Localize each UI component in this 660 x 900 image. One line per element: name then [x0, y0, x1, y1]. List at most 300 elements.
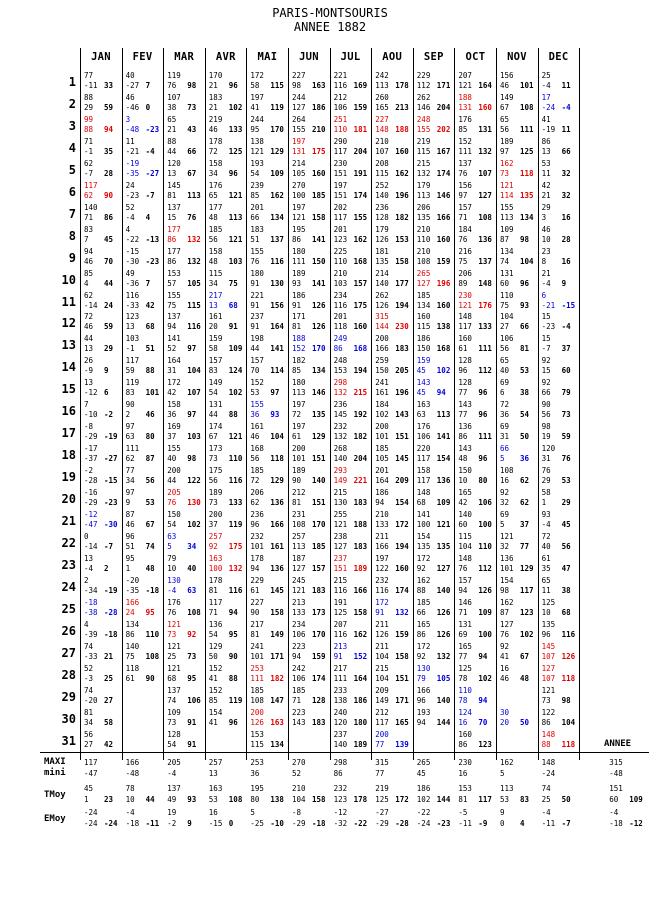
day-cell [82, 311, 124, 333]
mean-temp: 68 [228, 300, 238, 310]
max-temp: 115 [458, 531, 472, 541]
max-temp: 150 [167, 510, 181, 519]
mean-temp: 38 [520, 388, 530, 398]
max-temp: 140 [84, 202, 98, 212]
mean-temp: 205 [395, 366, 409, 376]
min-temp: 32 [500, 498, 510, 508]
mean-temp: 75 [228, 278, 238, 288]
mean-temp: -23 [104, 498, 118, 508]
day-cell [373, 707, 415, 729]
max-temp: 175 [208, 466, 223, 476]
day-cell [332, 180, 374, 202]
day-cell [373, 114, 415, 136]
mean-temp: 104 [520, 256, 534, 266]
mean-temp: 152 [353, 651, 368, 661]
mean-temp: 73 [187, 102, 197, 112]
mean-min: 125 172 [375, 795, 409, 804]
min-temp: 126 [375, 234, 389, 244]
day-cell [82, 443, 124, 465]
day-cell [248, 597, 290, 619]
max-temp: 137 [167, 685, 181, 695]
month-header-mai: MAI [257, 51, 278, 63]
min-temp: 10 [541, 607, 551, 617]
max-temp: 90 [541, 400, 551, 410]
min-temp: 113 [416, 190, 431, 200]
day-cell [124, 619, 166, 641]
day-cell [498, 597, 540, 619]
day-cell [332, 92, 374, 114]
min-temp: 15 [541, 366, 551, 376]
min-temp: 96 [458, 366, 468, 376]
min-temp: 94 [375, 498, 385, 508]
max-temp: 197 [292, 400, 306, 410]
extreme-mean: -24 [104, 819, 118, 828]
mean-temp: 170 [312, 629, 326, 639]
min-temp: 103 [333, 278, 348, 288]
max-temp: 241 [250, 641, 264, 651]
max-temp: 237 [333, 729, 348, 739]
mean-temp: 127 [478, 190, 492, 200]
max-temp: 16 [500, 663, 510, 673]
max-temp: -2 [84, 466, 94, 476]
mean-temp: 27 [104, 695, 114, 705]
mean-temp: 169 [353, 81, 368, 90]
day-cell [415, 443, 457, 465]
max-temp: 87 [125, 510, 135, 519]
mean-temp: 159 [395, 629, 409, 639]
monthly-min: 16 [458, 769, 468, 778]
day-cell [248, 553, 290, 575]
extreme-mean: 9 [187, 819, 192, 828]
mean-temp: 25 [104, 673, 114, 683]
max-temp: 15 [541, 312, 551, 322]
day-cell [290, 641, 332, 663]
mean-temp: 151 [312, 498, 326, 508]
max-temp: 152 [458, 136, 472, 146]
max-temp: 62 [84, 158, 94, 168]
min-temp: 153 [333, 366, 348, 376]
mean-temp: 116 [270, 256, 284, 266]
max-temp: 200 [208, 510, 223, 519]
max-temp: 148 [458, 553, 472, 563]
day-number: 11 [61, 294, 76, 309]
day-number: 14 [61, 360, 76, 375]
min-temp: 4 [84, 278, 89, 288]
day-cell [82, 597, 124, 619]
day-cell [332, 619, 374, 641]
max-temp: 134 [125, 619, 140, 629]
day-cell [248, 531, 290, 553]
mean-temp: 66 [187, 146, 197, 156]
max-temp: 209 [375, 685, 389, 695]
mean-temp: -19 [104, 585, 118, 595]
mean-temp: 170 [270, 124, 284, 134]
mean-temp: 96 [478, 388, 488, 398]
max-temp: 185 [250, 466, 264, 476]
mean-temp: 42 [104, 739, 114, 749]
max-temp: 182 [292, 356, 306, 366]
day-cell [165, 663, 207, 685]
mean-temp: 90 [104, 190, 114, 200]
mean-temp: 94 [478, 651, 488, 661]
min-temp: 86 [167, 256, 177, 266]
mean-temp: 33 [104, 81, 114, 90]
max-temp: 211 [375, 531, 389, 541]
max-temp: 214 [375, 268, 389, 278]
min-temp: -21 [541, 300, 556, 310]
min-temp: 121 [292, 585, 306, 595]
day-number: 4 [68, 140, 76, 155]
max-temp: 141 [416, 510, 431, 519]
mean-temp: 183 [312, 585, 326, 595]
day-cell [248, 421, 290, 443]
day-cell [540, 575, 582, 597]
max-temp: 128 [458, 356, 472, 366]
extreme-mean-low: -32 -22 [333, 819, 368, 828]
summary-separator [40, 752, 649, 753]
min-temp: 44 [208, 410, 218, 420]
max-temp: 136 [208, 619, 223, 629]
day-cell [456, 597, 498, 619]
mean-temp: 73 [561, 410, 571, 420]
day-cell [456, 180, 498, 202]
day-cell [373, 377, 415, 399]
max-temp: 130 [416, 663, 431, 673]
min-temp: 73 [208, 454, 218, 464]
min-temp: 77 [375, 739, 385, 749]
min-temp: 42 [167, 388, 177, 398]
mean-temp: 105 [187, 278, 201, 288]
max-temp: -16 [84, 488, 98, 498]
mean-temp: 133 [228, 498, 243, 508]
min-temp: 73 [541, 695, 551, 705]
extreme-mean-low: -29 -28 [375, 819, 409, 828]
day-cell [165, 553, 207, 575]
max-temp: 137 [167, 202, 181, 212]
mean-temp: 182 [395, 212, 409, 222]
day-cell [332, 597, 374, 619]
max-temp: 210 [416, 224, 431, 234]
min-temp: 86 [541, 717, 551, 727]
max-temp: 71 [84, 136, 94, 146]
mean-temp: 181 [353, 124, 368, 134]
mean-temp: 98 [561, 695, 571, 705]
day-number: 12 [61, 316, 76, 331]
mean-temp: 188 [353, 520, 368, 529]
min-temp: 44 [167, 146, 177, 156]
mean-temp: 183 [353, 498, 368, 508]
max-temp: 237 [333, 553, 348, 563]
min-temp: 101 [250, 541, 264, 551]
day-cell [165, 421, 207, 443]
max-temp: 135 [541, 619, 556, 629]
day-cell [207, 333, 249, 355]
mean-temp: 164 [478, 81, 492, 90]
max-temp: 7 [84, 400, 89, 410]
mean-temp: 157 [312, 563, 326, 573]
mean-temp: 104 [561, 717, 576, 727]
min-temp: 116 [333, 585, 348, 595]
day-cell [82, 509, 124, 531]
mean-temp: 154 [436, 454, 451, 464]
day-cell [540, 531, 582, 553]
max-temp: 197 [375, 553, 389, 563]
day-cell [124, 268, 166, 290]
max-temp: 46 [541, 224, 551, 234]
max-temp: 129 [208, 641, 223, 651]
mean-temp: 132 [436, 651, 451, 661]
min-temp: 96 [250, 520, 260, 529]
mean-temp: 7 [145, 278, 151, 288]
min-temp: 11 [541, 168, 551, 178]
max-temp: 148 [458, 312, 472, 322]
max-temp: 188 [292, 334, 306, 344]
mean-temp: 127 [436, 563, 451, 573]
mean-temp: 68 [145, 322, 155, 332]
mean-temp: 111 [478, 432, 492, 442]
mean-temp: 128 [312, 695, 326, 705]
min-temp: 131 [292, 146, 306, 156]
mean-temp: 109 [478, 607, 492, 617]
day-cell [456, 575, 498, 597]
monthly-min: 36 [250, 769, 260, 778]
day-cell [165, 531, 207, 553]
max-temp: 185 [250, 685, 264, 695]
min-temp: 62 [250, 498, 260, 508]
day-number: 10 [61, 272, 76, 287]
max-temp: 155 [167, 290, 181, 300]
min-temp: 83 [125, 388, 135, 398]
min-temp: 72 [208, 146, 218, 156]
mean-temp: 70 [104, 256, 114, 266]
min-temp: 105 [292, 168, 306, 178]
day-cell [248, 224, 290, 246]
min-temp: 152 [292, 344, 306, 354]
max-temp: 150 [458, 466, 472, 476]
day-cell [373, 70, 415, 92]
max-temp: 157 [458, 575, 472, 585]
mean-temp: 160 [478, 102, 492, 112]
mean-max: 45 [84, 784, 94, 793]
max-temp: 187 [292, 553, 306, 563]
day-cell [373, 663, 415, 685]
max-temp: 223 [292, 641, 306, 651]
mean-temp: 9 [104, 366, 109, 376]
mean-temp: 125 [228, 146, 243, 156]
day-cell [332, 333, 374, 355]
max-temp: 145 [167, 180, 181, 190]
min-temp: 58 [208, 344, 218, 354]
min-temp: 41 [208, 717, 218, 727]
day-cell [456, 487, 498, 509]
day-cell [165, 685, 207, 707]
monthly-min: 13 [208, 769, 218, 778]
min-temp: 81 [292, 322, 302, 332]
min-temp: -4 [541, 81, 551, 90]
mean-temp: 164 [270, 322, 284, 332]
mean-temp: 86 [104, 212, 114, 222]
day-cell [124, 377, 166, 399]
day-cell [498, 641, 540, 663]
max-temp: 268 [333, 444, 348, 454]
min-temp: 75 [500, 300, 510, 310]
min-temp: 98 [500, 585, 510, 595]
mean-temp: 158 [312, 212, 326, 222]
mean-temp: 90 [228, 651, 238, 661]
min-temp: 24 [125, 607, 135, 617]
min-temp: 88 [541, 739, 551, 749]
max-temp: 197 [333, 180, 348, 190]
max-temp: 117 [208, 597, 223, 607]
min-temp: 115 [416, 146, 431, 156]
monthly-min: -48 [609, 769, 623, 778]
max-temp: 219 [416, 136, 431, 146]
max-temp: 293 [333, 466, 348, 476]
monthly-max: 315 [375, 758, 389, 767]
min-temp: 77 [458, 651, 468, 661]
max-temp: 264 [292, 114, 306, 124]
mean-temp: 160 [395, 563, 409, 573]
max-temp: 149 [208, 378, 223, 388]
mean-temp: 87 [145, 454, 155, 464]
day-cell [373, 729, 415, 751]
mean-temp: 174 [312, 673, 326, 683]
day-cell [207, 114, 249, 136]
day-cell [290, 553, 332, 575]
day-cell [373, 619, 415, 641]
min-temp: 140 [375, 278, 389, 288]
month-header-oct: OCT [465, 51, 486, 63]
max-temp: 208 [375, 158, 389, 168]
min-temp: 71 [458, 607, 468, 617]
min-temp: -7 [84, 168, 94, 178]
extreme-mean-high: 19 [167, 808, 177, 817]
day-cell [540, 158, 582, 180]
day-cell [540, 333, 582, 355]
max-temp: 186 [292, 290, 306, 300]
max-temp: 116 [125, 290, 140, 300]
min-temp: 108 [250, 695, 264, 705]
max-temp: 212 [292, 488, 306, 498]
min-temp: 101 [500, 563, 514, 573]
day-cell [498, 158, 540, 180]
day-cell [373, 597, 415, 619]
day-cell [290, 246, 332, 268]
day-cell [540, 663, 582, 685]
min-temp: 116 [333, 629, 348, 639]
mean-temp: 117 [478, 795, 492, 804]
day-cell [415, 246, 457, 268]
mean-temp: 118 [561, 739, 576, 749]
mean-temp: 108 [520, 102, 534, 112]
max-temp: 257 [208, 531, 223, 541]
mean-temp: 134 [270, 212, 284, 222]
day-cell [456, 619, 498, 641]
day-cell [248, 575, 290, 597]
extreme-mean-low: -18 -11 [125, 819, 160, 828]
mean-temp: 146 [436, 190, 451, 200]
max-temp: 221 [333, 71, 348, 80]
day-cell [540, 311, 582, 333]
mean-temp: 80 [145, 432, 155, 442]
day-cell [332, 685, 374, 707]
max-temp: 152 [208, 685, 223, 695]
max-temp: 157 [250, 356, 264, 366]
extreme-mean-high: -24 [84, 808, 98, 817]
day-cell [373, 553, 415, 575]
min-temp: 5 [500, 520, 505, 529]
day-cell [82, 268, 124, 290]
mean-temp: 160 [436, 234, 451, 244]
max-temp: 161 [208, 312, 223, 322]
min-temp: 38 [167, 102, 177, 112]
day-cell [415, 92, 457, 114]
day-cell [248, 114, 290, 136]
day-cell [124, 597, 166, 619]
mean-temp: 140 [436, 585, 451, 595]
mean-temp: 59 [104, 102, 114, 112]
day-cell [456, 311, 498, 333]
max-temp: 255 [333, 510, 348, 519]
min-temp: 37 [208, 520, 218, 529]
mean-temp: 166 [353, 585, 368, 595]
min-temp: -9 [84, 366, 94, 376]
min-temp: 111 [333, 673, 348, 683]
max-temp: 99 [84, 114, 94, 124]
max-temp: 107 [167, 92, 181, 102]
day-number: 28 [61, 667, 76, 682]
mean-temp: 98 [520, 234, 530, 244]
monthly-max: 162 [500, 758, 514, 767]
mean-temp: 105 [436, 673, 451, 683]
min-temp: 143 [292, 717, 306, 727]
mean-temp: 116 [228, 476, 243, 486]
max-temp: 200 [375, 729, 389, 739]
min-temp: 34 [208, 278, 218, 288]
mean-temp: 113 [187, 190, 201, 200]
min-temp: 59 [125, 366, 135, 376]
min-temp: 115 [250, 739, 264, 749]
max-temp: 172 [250, 71, 264, 80]
min-temp: 54 [167, 739, 177, 749]
min-temp: 81 [167, 190, 177, 200]
min-temp: 66 [416, 607, 426, 617]
max-temp: 262 [375, 290, 389, 300]
min-temp: 91 [292, 300, 302, 310]
mean-temp: 97 [187, 344, 197, 354]
day-number: 20 [61, 492, 76, 507]
max-temp: 97 [125, 422, 135, 432]
station-title: PARIS-MONTSOURIS [272, 6, 388, 20]
mean-temp: 135 [520, 190, 534, 200]
mean-temp: 166 [436, 212, 451, 222]
max-temp: 231 [292, 510, 306, 519]
day-cell [456, 443, 498, 465]
min-temp: 41 [250, 102, 260, 112]
max-temp: 13 [84, 553, 94, 563]
max-temp: 232 [333, 422, 348, 432]
max-temp: 166 [416, 685, 431, 695]
max-temp: 23 [541, 246, 551, 256]
month-header-jun: JUN [299, 51, 319, 63]
mean-temp: 180 [353, 717, 368, 727]
max-temp: 156 [458, 180, 472, 190]
max-temp: -12 [84, 510, 98, 519]
day-cell [456, 399, 498, 421]
day-cell [498, 268, 540, 290]
max-temp: -15 [125, 246, 140, 256]
mean-temp: 106 [187, 695, 201, 705]
